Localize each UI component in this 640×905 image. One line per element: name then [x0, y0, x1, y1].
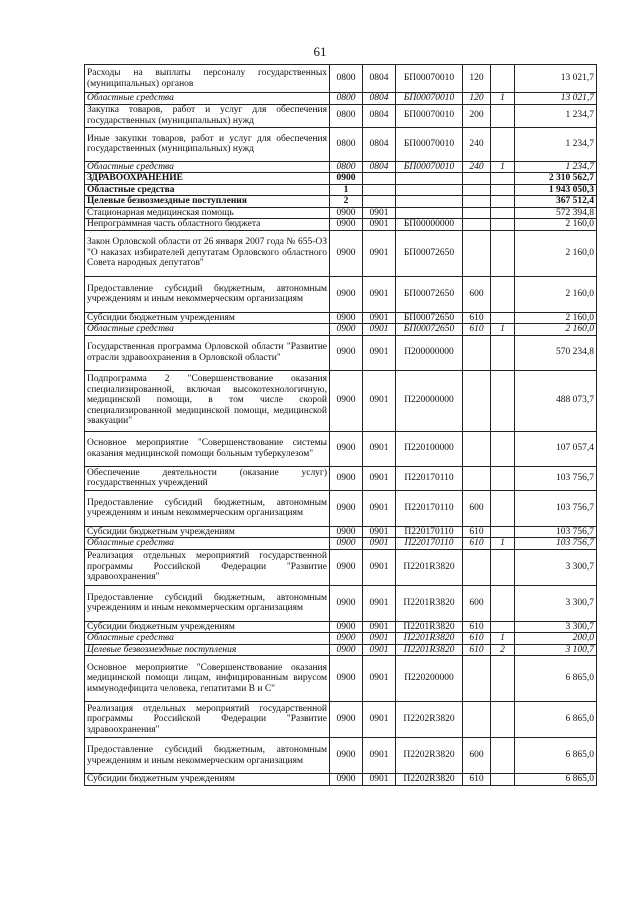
row-article: П2201R3820 — [396, 644, 463, 656]
row-amount: 3 300,7 — [515, 585, 597, 621]
budget-table — [84, 64, 597, 786]
row-source: 2 — [491, 644, 515, 656]
row-article: П2201R3820 — [396, 621, 463, 633]
row-article: П2202R3820 — [396, 738, 463, 774]
row-section: 0900 — [330, 538, 363, 550]
table-row — [85, 466, 597, 490]
row-article: П220100000 — [396, 431, 463, 466]
row-expense-type: 240 — [463, 127, 491, 161]
row-section: 0900 — [330, 621, 363, 633]
row-expense-type: 610 — [463, 621, 491, 633]
row-name: Реализация отдельных мероприятий государственной программы Российской Федерации "Развитие здравоохранения" — [85, 702, 330, 738]
row-source — [491, 173, 515, 185]
row-expense-type — [463, 702, 491, 738]
row-amount: 2 160,0 — [515, 324, 597, 336]
table-row — [85, 538, 597, 550]
row-subsection: 0901 — [363, 370, 396, 431]
row-expense-type: 600 — [463, 738, 491, 774]
row-expense-type: 610 — [463, 644, 491, 656]
row-source — [491, 207, 515, 219]
row-expense-type — [463, 196, 491, 208]
row-amount: 1 943 050,3 — [515, 184, 597, 196]
row-article: П2202R3820 — [396, 702, 463, 738]
row-subsection: 0901 — [363, 549, 396, 585]
row-section: 0900 — [330, 738, 363, 774]
row-amount: 200,0 — [515, 633, 597, 645]
row-amount: 6 865,0 — [515, 656, 597, 702]
row-amount: 107 057,4 — [515, 431, 597, 466]
row-expense-type — [463, 335, 491, 370]
row-subsection: 0901 — [363, 526, 396, 538]
table-row — [85, 93, 597, 105]
row-section: 2 — [330, 196, 363, 208]
row-amount: 2 160,0 — [515, 312, 597, 324]
row-article: П220170110 — [396, 526, 463, 538]
row-source — [491, 621, 515, 633]
row-article: БП00072650 — [396, 312, 463, 324]
row-article: БП00070010 — [396, 93, 463, 105]
table-row — [85, 702, 597, 738]
row-expense-type — [463, 230, 491, 276]
row-amount: 3 100,7 — [515, 644, 597, 656]
row-name: Иные закупки товаров, работ и услуг для обеспечения государственных (муниципальных) нужд — [85, 127, 330, 161]
row-article: БП00072650 — [396, 276, 463, 312]
row-source — [491, 230, 515, 276]
row-article: БП00072650 — [396, 324, 463, 336]
row-subsection: 0804 — [363, 104, 396, 127]
row-article — [396, 196, 463, 208]
row-amount: 3 300,7 — [515, 621, 597, 633]
row-subsection: 0901 — [363, 324, 396, 336]
row-amount: 103 756,7 — [515, 466, 597, 490]
row-name: Областные средства — [85, 633, 330, 645]
row-section: 0900 — [330, 633, 363, 645]
row-expense-type: 610 — [463, 633, 491, 645]
row-subsection: 0901 — [363, 230, 396, 276]
table-row — [85, 774, 597, 786]
row-amount: 2 160,0 — [515, 230, 597, 276]
row-name: Субсидии бюджетным учреждениям — [85, 621, 330, 633]
table-row — [85, 431, 597, 466]
row-name: Субсидии бюджетным учреждениям — [85, 774, 330, 786]
row-name: Предоставление субсидий бюджетным, автономным учреждениям и иным некоммерческим организациям — [85, 738, 330, 774]
table-row — [85, 633, 597, 645]
row-subsection: 0901 — [363, 207, 396, 219]
row-amount: 103 756,7 — [515, 526, 597, 538]
page-number: 61 — [313, 44, 327, 59]
row-section: 0900 — [330, 526, 363, 538]
row-amount: 570 234,8 — [515, 335, 597, 370]
row-section: 0900 — [330, 276, 363, 312]
row-amount: 572 394,8 — [515, 207, 597, 219]
row-name: Областные средства — [85, 93, 330, 105]
row-amount: 6 865,0 — [515, 702, 597, 738]
table-row — [85, 585, 597, 621]
table-row — [85, 207, 597, 219]
row-name: Непрограммная часть областного бюджета — [85, 219, 330, 231]
row-name: Основное мероприятие "Совершенствование оказания медицинской помощи лицам, инфицированным вирусом иммунодефицита человека, гепатитами В и С" — [85, 656, 330, 702]
row-expense-type: 120 — [463, 93, 491, 105]
row-section: 0800 — [330, 65, 363, 93]
row-name: Расходы на выплаты персоналу государственных (муниципальных) органов — [85, 65, 330, 93]
row-name: Закупка товаров, работ и услуг для обеспечения государственных (муниципальных) нужд — [85, 104, 330, 127]
row-section: 0900 — [330, 774, 363, 786]
row-source: 1 — [491, 161, 515, 173]
row-subsection: 0901 — [363, 738, 396, 774]
row-subsection: 0901 — [363, 585, 396, 621]
row-name: Целевые безвозмездные поступления — [85, 196, 330, 208]
row-article: П220170110 — [396, 538, 463, 550]
row-subsection: 0901 — [363, 644, 396, 656]
row-source — [491, 431, 515, 466]
row-amount: 3 300,7 — [515, 549, 597, 585]
row-article: П220170110 — [396, 490, 463, 526]
row-source — [491, 466, 515, 490]
row-name: Субсидии бюджетным учреждениям — [85, 312, 330, 324]
row-subsection: 0901 — [363, 774, 396, 786]
row-source — [491, 276, 515, 312]
table-row — [85, 276, 597, 312]
row-expense-type: 610 — [463, 312, 491, 324]
row-expense-type: 600 — [463, 276, 491, 312]
row-source — [491, 104, 515, 127]
row-name: Областные средства — [85, 324, 330, 336]
row-source: 1 — [491, 538, 515, 550]
row-expense-type: 200 — [463, 104, 491, 127]
row-article — [396, 184, 463, 196]
row-section: 0900 — [330, 207, 363, 219]
row-section: 0900 — [330, 230, 363, 276]
row-section: 0900 — [330, 219, 363, 231]
row-subsection: 0901 — [363, 656, 396, 702]
row-expense-type: 600 — [463, 490, 491, 526]
row-article: П2201R3820 — [396, 585, 463, 621]
table-row — [85, 335, 597, 370]
row-subsection: 0901 — [363, 538, 396, 550]
row-name: Обеспечение деятельности (оказание услуг) государственных учреждений — [85, 466, 330, 490]
table-row — [85, 127, 597, 161]
row-section: 0900 — [330, 549, 363, 585]
table-row — [85, 173, 597, 185]
row-article: П220200000 — [396, 656, 463, 702]
row-amount: 103 756,7 — [515, 538, 597, 550]
row-amount: 367 512,4 — [515, 196, 597, 208]
row-source — [491, 490, 515, 526]
row-name: Реализация отдельных мероприятий государственной программы Российской Федерации "Развитие здравоохранения" — [85, 549, 330, 585]
row-amount: 1 234,7 — [515, 104, 597, 127]
row-source — [491, 184, 515, 196]
row-section: 0800 — [330, 93, 363, 105]
row-subsection: 0804 — [363, 65, 396, 93]
row-article: П2202R3820 — [396, 774, 463, 786]
row-amount: 488 073,7 — [515, 370, 597, 431]
row-name: Предоставление субсидий бюджетным, автономным учреждениям и иным некоммерческим организациям — [85, 276, 330, 312]
row-source — [491, 127, 515, 161]
row-subsection: 0804 — [363, 93, 396, 105]
row-name: Предоставление субсидий бюджетным, автономным учреждениям и иным некоммерческим организациям — [85, 585, 330, 621]
table-row — [85, 184, 597, 196]
row-source — [491, 65, 515, 93]
row-source: 1 — [491, 93, 515, 105]
row-name: Областные средства — [85, 184, 330, 196]
row-subsection — [363, 184, 396, 196]
row-subsection: 0901 — [363, 431, 396, 466]
row-name: Областные средства — [85, 538, 330, 550]
row-expense-type — [463, 656, 491, 702]
row-subsection: 0804 — [363, 127, 396, 161]
row-name: Областные средства — [85, 161, 330, 173]
row-subsection: 0901 — [363, 335, 396, 370]
row-section: 0800 — [330, 161, 363, 173]
row-amount: 2 160,0 — [515, 219, 597, 231]
table-row — [85, 549, 597, 585]
row-section: 0800 — [330, 127, 363, 161]
table-row — [85, 312, 597, 324]
row-section: 0800 — [330, 104, 363, 127]
table-row — [85, 230, 597, 276]
row-section: 0900 — [330, 370, 363, 431]
table-row — [85, 65, 597, 93]
row-subsection: 0804 — [363, 161, 396, 173]
row-expense-type: 610 — [463, 526, 491, 538]
row-source — [491, 549, 515, 585]
row-section: 0900 — [330, 656, 363, 702]
table-row — [85, 526, 597, 538]
row-amount: 1 234,7 — [515, 161, 597, 173]
row-amount: 2 310 562,7 — [515, 173, 597, 185]
row-article: БП00070010 — [396, 127, 463, 161]
row-source — [491, 585, 515, 621]
row-subsection: 0901 — [363, 621, 396, 633]
row-amount: 1 234,7 — [515, 127, 597, 161]
table-body — [85, 65, 597, 786]
table-row — [85, 104, 597, 127]
row-source: 1 — [491, 324, 515, 336]
table-row — [85, 324, 597, 336]
row-article: П2201R3820 — [396, 633, 463, 645]
row-article: П220170110 — [396, 466, 463, 490]
row-section: 0900 — [330, 644, 363, 656]
row-name: Субсидии бюджетным учреждениям — [85, 526, 330, 538]
row-source: 1 — [491, 633, 515, 645]
row-source — [491, 370, 515, 431]
row-article: БП00000000 — [396, 219, 463, 231]
table-row — [85, 621, 597, 633]
row-expense-type — [463, 184, 491, 196]
table-row — [85, 644, 597, 656]
row-amount: 6 865,0 — [515, 738, 597, 774]
row-subsection: 0901 — [363, 312, 396, 324]
row-name: Целевые безвозмездные поступления — [85, 644, 330, 656]
row-article — [396, 207, 463, 219]
table-row — [85, 656, 597, 702]
row-subsection: 0901 — [363, 276, 396, 312]
row-section: 0900 — [330, 173, 363, 185]
row-subsection: 0901 — [363, 466, 396, 490]
row-section: 0900 — [330, 335, 363, 370]
row-amount: 13 021,7 — [515, 93, 597, 105]
row-subsection — [363, 196, 396, 208]
row-expense-type: 600 — [463, 585, 491, 621]
row-section: 0900 — [330, 466, 363, 490]
row-name: Предоставление субсидий бюджетным, автономным учреждениям и иным некоммерческим организациям — [85, 490, 330, 526]
row-expense-type — [463, 466, 491, 490]
row-source — [491, 774, 515, 786]
row-subsection: 0901 — [363, 490, 396, 526]
row-amount: 103 756,7 — [515, 490, 597, 526]
table-row — [85, 161, 597, 173]
row-expense-type: 120 — [463, 65, 491, 93]
row-name: Закон Орловской области от 26 января 2007 года № 655-ОЗ "О наказах избирателей депутатам Орловского областного Совета народных депутатов" — [85, 230, 330, 276]
row-name: Основное мероприятие "Совершенствование системы оказания медицинской помощи больным туберкулезом" — [85, 431, 330, 466]
row-section: 0900 — [330, 431, 363, 466]
row-expense-type: 610 — [463, 324, 491, 336]
row-source — [491, 702, 515, 738]
row-expense-type — [463, 549, 491, 585]
row-amount: 2 160,0 — [515, 276, 597, 312]
row-subsection — [363, 173, 396, 185]
row-source — [491, 738, 515, 774]
row-subsection: 0901 — [363, 219, 396, 231]
row-article: БП00072650 — [396, 230, 463, 276]
row-source — [491, 526, 515, 538]
row-expense-type — [463, 370, 491, 431]
row-expense-type — [463, 207, 491, 219]
row-subsection: 0901 — [363, 702, 396, 738]
row-source — [491, 219, 515, 231]
row-source — [491, 312, 515, 324]
row-article: П220000000 — [396, 370, 463, 431]
row-source — [491, 196, 515, 208]
row-article: БП00070010 — [396, 104, 463, 127]
row-name: Стационарная медицинская помощь — [85, 207, 330, 219]
row-amount: 13 021,7 — [515, 65, 597, 93]
row-name: ЗДРАВООХРАНЕНИЕ — [85, 173, 330, 185]
row-article: П200000000 — [396, 335, 463, 370]
row-expense-type: 240 — [463, 161, 491, 173]
row-expense-type — [463, 173, 491, 185]
row-expense-type — [463, 431, 491, 466]
row-section: 0900 — [330, 324, 363, 336]
table-row — [85, 196, 597, 208]
row-name: Подпрограмма 2 "Совершенствование оказания специализированной, включая высокотехнологичную, медицинской помощи, в том числе скорой специализированной медицинской помощи, медицинской эвакуации" — [85, 370, 330, 431]
row-subsection: 0901 — [363, 633, 396, 645]
table-row — [85, 490, 597, 526]
row-expense-type: 610 — [463, 774, 491, 786]
row-source — [491, 656, 515, 702]
row-article: БП00070010 — [396, 161, 463, 173]
row-article: БП00070010 — [396, 65, 463, 93]
row-section: 0900 — [330, 585, 363, 621]
row-section: 0900 — [330, 702, 363, 738]
row-expense-type: 610 — [463, 538, 491, 550]
row-source — [491, 335, 515, 370]
table-row — [85, 219, 597, 231]
row-article — [396, 173, 463, 185]
table-row — [85, 370, 597, 431]
table-row — [85, 738, 597, 774]
row-article: П2201R3820 — [396, 549, 463, 585]
row-amount: 6 865,0 — [515, 774, 597, 786]
row-section: 0900 — [330, 490, 363, 526]
row-section: 1 — [330, 184, 363, 196]
row-section: 0900 — [330, 312, 363, 324]
row-expense-type — [463, 219, 491, 231]
row-name: Государственная программа Орловской области "Развитие отрасли здравоохранения в Орловской области" — [85, 335, 330, 370]
